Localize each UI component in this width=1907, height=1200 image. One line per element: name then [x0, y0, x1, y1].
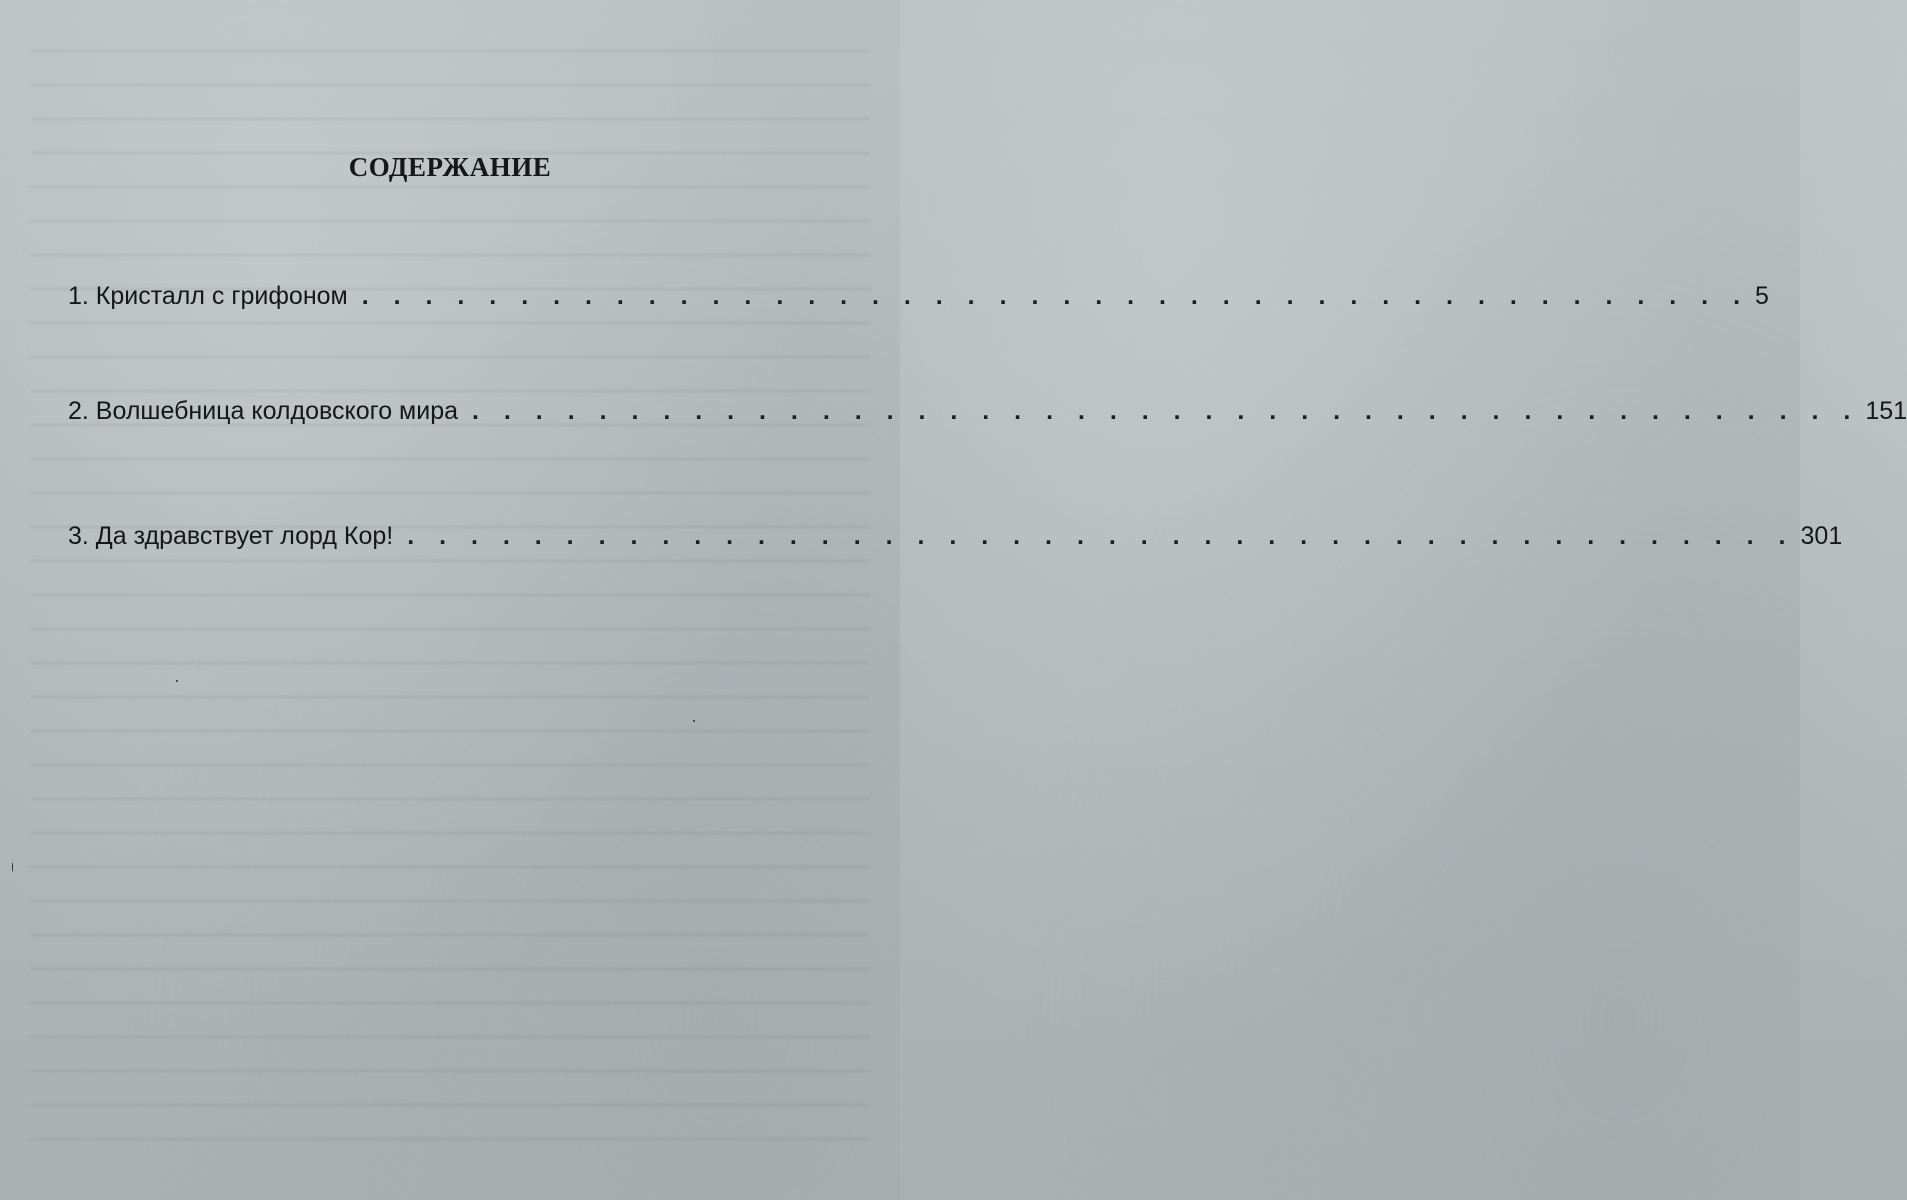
toc-entry-page: 301: [1800, 522, 1843, 550]
toc-dot-leader: . . . . . . . . . . . . . . . . . . . . . . . . . . . . . . . . . . . . . . . . . . . .: [472, 397, 1860, 425]
page-title: СОДЕРЖАНИЕ: [348, 152, 552, 182]
toc-entry-title: Волшебница колдовского мира: [95, 397, 459, 425]
toc-entry-page: 5: [1755, 282, 1769, 310]
toc-dot-leader: . . . . . . . . . . . . . . . . . . . . . . . . . . . . . . . . . . . . . . . . . . . .: [361, 282, 1750, 310]
toc-dot-leader: . . . . . . . . . . . . . . . . . . . . . . . . . . . . . . . . . . . . . . . . . . . .: [407, 522, 1795, 550]
toc-entry-number: 1.: [68, 282, 96, 310]
paper-speck: [176, 680, 178, 682]
toc-entry-title: Кристалл с грифоном: [95, 282, 348, 310]
toc-entry-number: 3.: [68, 522, 96, 550]
toc-entry: [68, 282, 1769, 322]
paper-speck: [693, 720, 695, 722]
toc-entry: [68, 522, 1843, 562]
show-through-text: [30, 30, 870, 1170]
toc-entry: [68, 397, 1907, 437]
toc-entry-title: Да здравствует лорд Кор!: [95, 522, 394, 550]
toc-entry-page: 151: [1865, 397, 1907, 425]
toc-entry-number: 2.: [68, 397, 96, 425]
paper-speck: [12, 862, 13, 872]
